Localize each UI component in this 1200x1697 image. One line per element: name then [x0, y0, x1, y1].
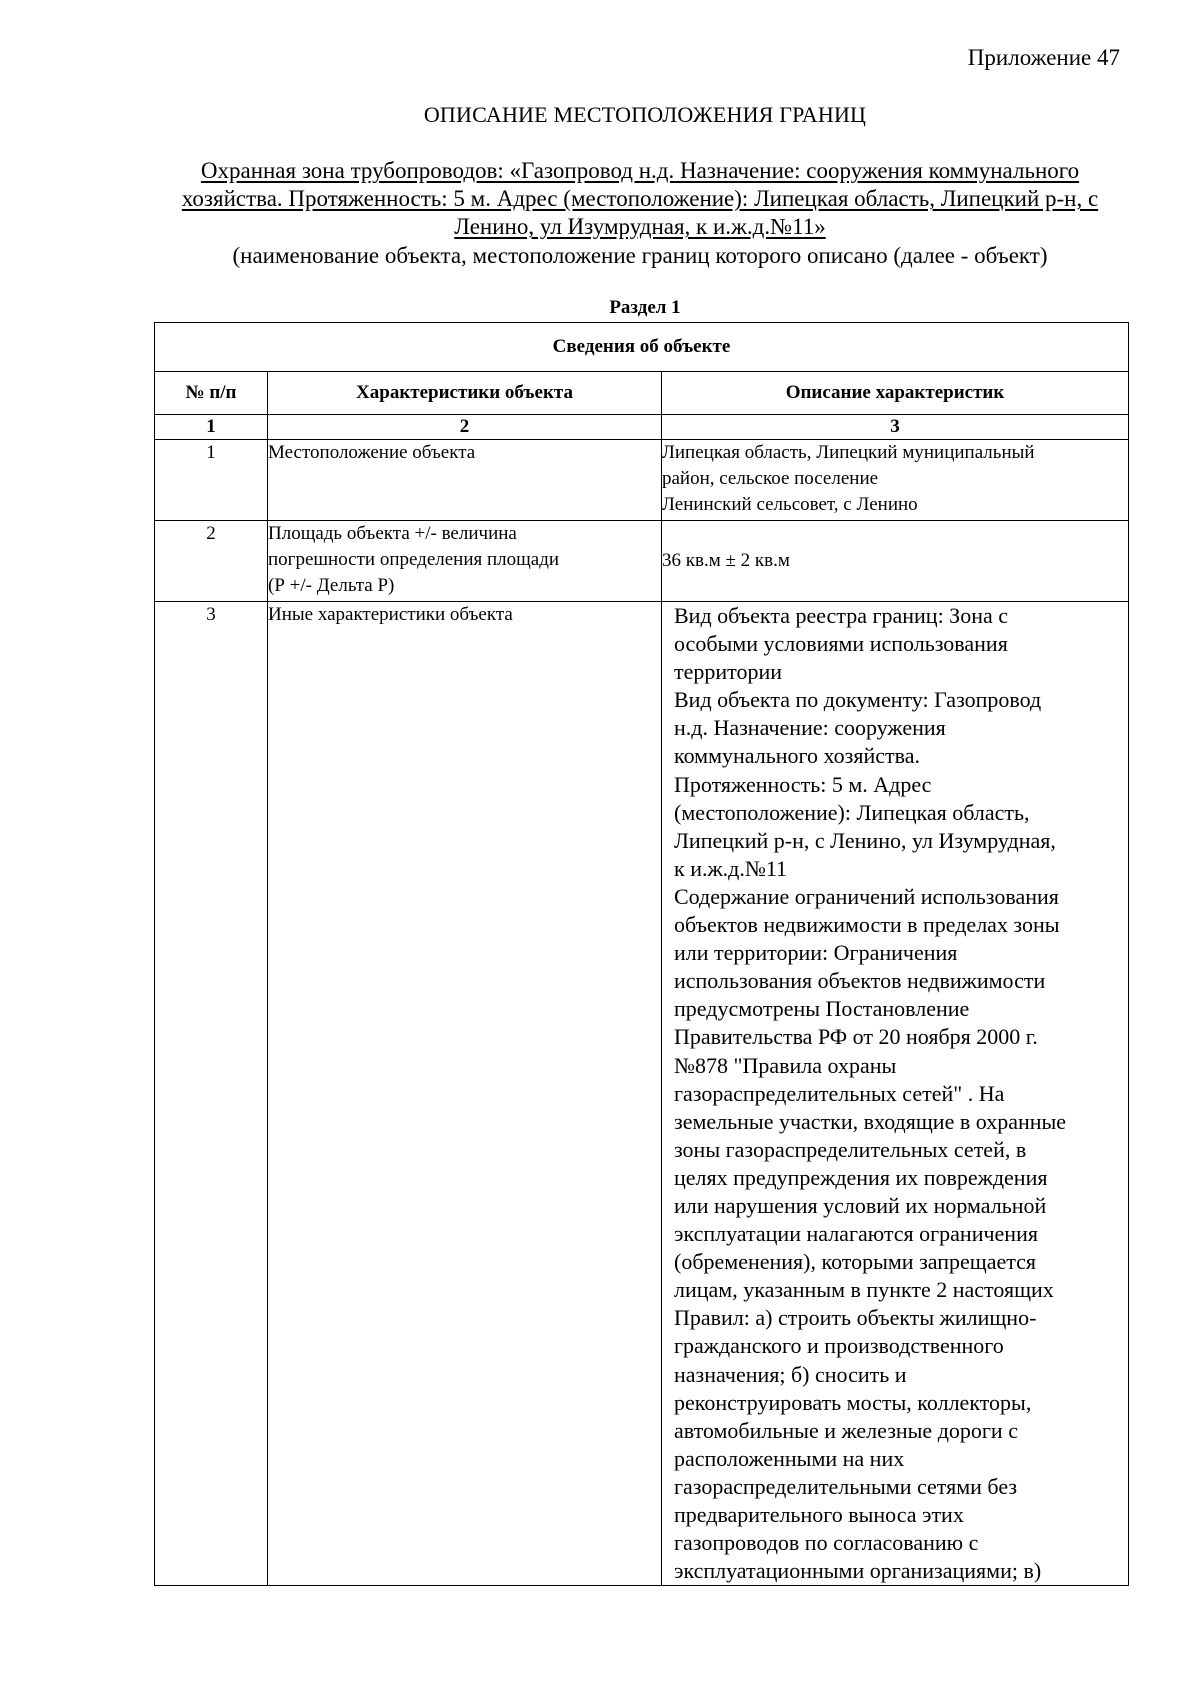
object-name-line: Ленино, ул Изумрудная, к и.ж.д.№11» [454, 214, 826, 239]
description-line: предусмотрены Постановление [674, 996, 970, 1022]
row-description: 36 кв.м ± 2 кв.м [662, 521, 1129, 602]
column-number: 3 [662, 415, 1129, 440]
description-line: автомобильные и железные дороги с [674, 1417, 1018, 1443]
description-line: н.д. Назначение: сооружения [674, 715, 946, 741]
row-number: 3 [155, 602, 268, 1586]
description-line: коммунального хозяйства. [674, 743, 920, 769]
description-line: объектов недвижимости в пределах зоны [674, 912, 1060, 938]
description-line: (местоположение): Липецкая область, [674, 799, 1030, 825]
table-row [155, 521, 1129, 602]
header-num: № п/п [155, 372, 268, 415]
table-row [155, 440, 1129, 521]
description-line: Правительства РФ от 20 ноября 2000 г. [674, 1024, 1038, 1050]
row-number: 1 [155, 440, 268, 521]
description-line: Правил: а) строить объекты жилищно- [674, 1305, 1037, 1331]
description-line: или нарушения условий их нормальной [674, 1192, 1047, 1218]
table-title: Сведения об объекте [155, 323, 1129, 372]
object-info-table [154, 322, 1129, 1586]
characteristic-line: погрешности определения площади [268, 549, 560, 570]
description-line: Протяженность: 5 м. Адрес [674, 771, 932, 797]
description-line: №878 "Правила охраны [674, 1052, 897, 1078]
description-line: газопроводов по согласованию с [674, 1530, 979, 1556]
characteristic-line: Площадь объекта +/- величина [268, 523, 517, 544]
description-line: Содержание ограничений использования [674, 883, 1059, 909]
row-description [662, 440, 1129, 521]
description-line: (обременения), которыми запрещается [674, 1249, 1037, 1275]
description-line: эксплуатации налагаются ограничения [674, 1221, 1038, 1247]
description-line: целях предупреждения их повреждения [674, 1164, 1048, 1190]
row-characteristic: Местоположение объекта [268, 440, 662, 521]
object-name [150, 157, 1130, 241]
object-caption: (наименование объекта, местоположение границ которого описано (далее - объект) [232, 243, 1048, 268]
description-line: район, сельское поселение [662, 468, 879, 489]
column-number: 1 [155, 415, 268, 440]
row-characteristic [268, 521, 662, 602]
description-line: зоны газораспределительных сетей, в [674, 1136, 1027, 1162]
description-line: использования объектов недвижимости [674, 968, 1046, 994]
table-header-row [155, 372, 1129, 415]
description-line: лицам, указанным в пункте 2 настоящих [674, 1277, 1054, 1303]
description-line: газораспределительными сетями без [674, 1473, 1018, 1499]
description-line: расположенными на них [674, 1445, 905, 1471]
description-line: Ленинский сельсовет, с Ленино [662, 494, 918, 515]
object-name-line: Охранная зона трубопроводов: «Газопровод н.д. Назначение: сооружения коммунального [200, 158, 1080, 183]
header-description: Описание характеристик [662, 372, 1129, 415]
description-line: эксплуатационными организациями; в) [674, 1558, 1042, 1584]
description-line: или территории: Ограничения [674, 940, 958, 966]
column-number-row [155, 415, 1129, 440]
description-line: земельные участки, входящие в охранные [674, 1108, 1067, 1134]
characteristic-line: (Р +/- Дельта Р) [268, 575, 395, 596]
description-line: газораспределительных сетей" . На [674, 1080, 1005, 1106]
column-number: 2 [268, 415, 662, 440]
document-title: ОПИСАНИЕ МЕСТОПОЛОЖЕНИЯ ГРАНИЦ [423, 102, 867, 127]
description-line: реконструировать мосты, коллекторы, [674, 1389, 1032, 1415]
section-title: Раздел 1 [609, 297, 681, 318]
row-description [662, 602, 1129, 1586]
description-line: Липецкая область, Липецкий муниципальный [662, 442, 1035, 463]
row-number: 2 [155, 521, 268, 602]
description-line: Вид объекта по документу: Газопровод [674, 687, 1042, 713]
description-line: предварительного выноса этих [674, 1502, 964, 1527]
appendix-label: Приложение 47 [967, 45, 1120, 70]
object-name-line: хозяйства. Протяженность: 5 м. Адрес (местоположение): Липецкая область, Липецкий р-н, с [181, 186, 1099, 211]
header-characteristic: Характеристики объекта [268, 372, 662, 415]
description-line: гражданского и производственного [674, 1333, 1004, 1359]
description-line: Липецкий р-н, с Ленино, ул Изумрудная, [674, 827, 1056, 853]
description-line: к и.ж.д.№11 [674, 855, 788, 881]
description-line: Вид объекта реестра границ: Зона с [674, 603, 1009, 628]
row-characteristic: Иные характеристики объекта [268, 602, 662, 1586]
description-line: назначения; б) сносить и [674, 1361, 907, 1387]
description-line: территории [674, 659, 783, 685]
table-title-row [155, 323, 1129, 372]
description-line: особыми условиями использования [674, 631, 1008, 657]
table-row [155, 602, 1129, 1586]
